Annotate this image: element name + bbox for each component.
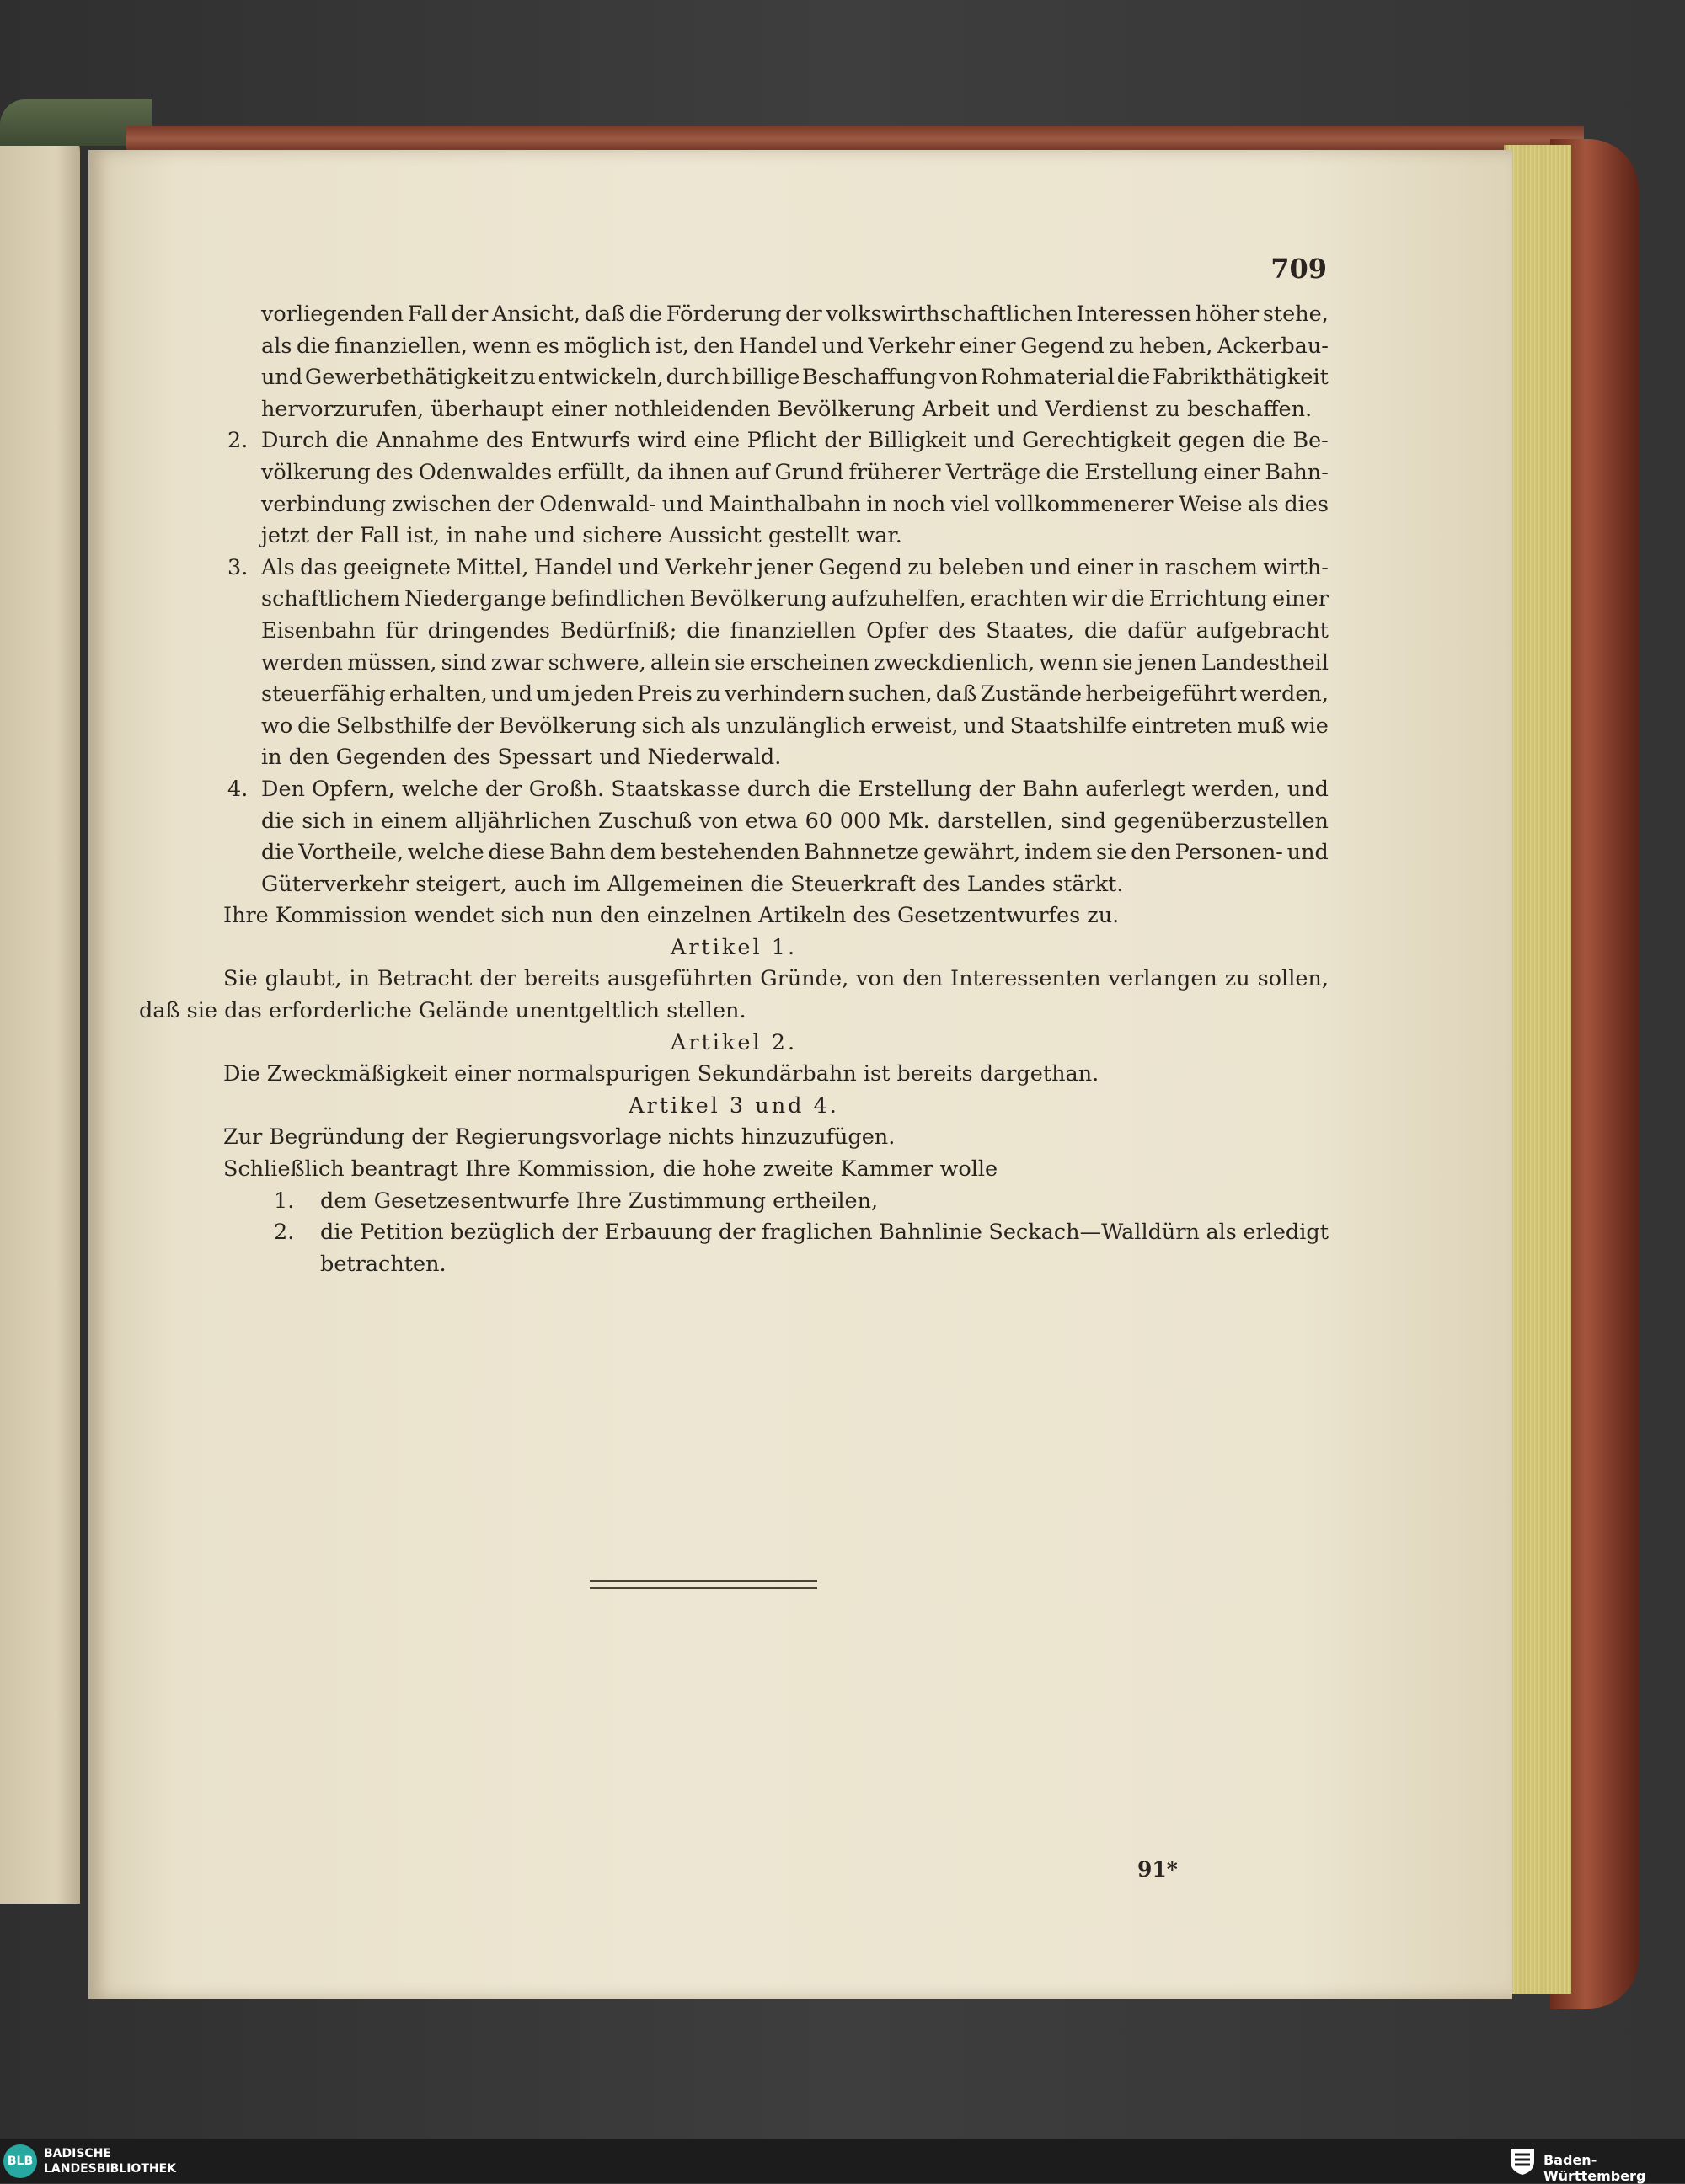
word: als [1206,1220,1237,1246]
word: bezüglich [450,1220,555,1246]
word: von [856,966,896,992]
word: bereits [523,966,601,992]
word: Ackerbau- [1217,333,1329,359]
word: allein [650,649,711,675]
word: vorliegenden [261,302,404,327]
word: dies [1284,491,1329,517]
conclusion-item [139,1217,1329,1280]
word: einer [1203,459,1260,485]
word: Rohmaterial [980,365,1115,391]
word: zu [1109,333,1135,359]
word: werden, [1239,681,1329,708]
word: Odenwald- [539,491,657,517]
word: schwere, [548,649,646,675]
word: die [320,1220,354,1246]
word: als [1248,491,1279,517]
word: Staates, [986,617,1074,643]
text-line [261,837,1329,869]
word: beleben [938,554,1025,580]
word: jeden [574,681,634,708]
left-page-edge [0,126,80,1904]
list-number: 2. [227,428,249,454]
word: Be- [1292,428,1329,454]
word: die [629,302,663,327]
word: Ansicht, [491,302,580,327]
text-line [261,616,1329,648]
text-line [261,425,1329,457]
list-number: 4. [227,776,249,802]
word: stehe, [1262,302,1329,327]
word: gegen [1178,428,1245,454]
text-line [261,774,1329,806]
word: Preis [637,681,693,708]
word: Gerechtigkeit [1022,428,1172,454]
conclusion-intro: Schließlich beantragt Ihre Kommission, die hohe zweite Kammer wolle [223,1156,998,1183]
word: durch [746,776,811,802]
word: Opfern, [312,776,395,802]
main-text [139,299,1329,1280]
word: noch [892,491,946,517]
text-line [261,489,1329,521]
word: heben, [1138,333,1213,359]
word: erachten [970,586,1067,612]
word: die [1046,459,1079,485]
word: ihnen [668,459,730,485]
baden-wuerttemberg-crest-icon[interactable] [1508,2146,1537,2176]
word: dringendes [427,617,550,643]
word: von [698,808,739,834]
word: raschem [1164,554,1258,580]
word: die [297,713,331,739]
word: wir [1071,586,1107,612]
text-line: jetzt der Fall ist, in nahe und sichere Aussicht gestellt war. [261,523,902,549]
book-cover-top [126,126,1584,152]
word: ist, [655,333,689,359]
word: aufzuhelfen, [832,586,966,612]
blb-name-line2: LANDESBIBLIOTHEK [44,2162,177,2176]
word: schaftlichem [261,586,400,612]
word: das [300,554,338,580]
text-line [261,362,1329,394]
word: Fall [407,302,448,327]
word: daß [935,681,977,708]
word: Weise [1179,491,1243,517]
word: finanziellen [730,617,857,643]
word: sind [441,649,487,675]
word: sie [714,649,746,675]
word: Gegend [818,554,902,580]
word: Fabrikthätigkeit [1153,365,1329,391]
word: glaubt, [265,966,342,992]
word: der [451,302,489,327]
conclusion-number: 1. [274,1188,295,1214]
word: Selbsthilfe [335,713,452,739]
word: die [261,840,295,866]
conclusion-number: 2. [274,1220,295,1246]
word: zu [1224,966,1250,992]
word: um [536,681,570,708]
word: eintreten [1131,713,1233,739]
word: und [821,333,864,359]
blb-name[interactable] [44,2146,176,2176]
word: Handel [738,333,818,359]
word: der [978,776,1016,802]
word: entwickeln, [538,365,664,391]
word: die [335,428,369,454]
word: und [261,365,303,391]
word: der [457,713,494,739]
word: Bahnnetze [804,840,920,866]
word: die [297,333,330,359]
article-1-heading: Artikel 1. [670,934,798,960]
article-3-4-heading: Artikel 3 und 4. [629,1092,839,1119]
word: wenn [472,333,532,359]
word: früherer [848,459,941,485]
word: Eisenbahn [261,617,376,643]
article-2-heading: Artikel 2. [670,1029,798,1055]
word: 60 [805,808,833,834]
word: welche [407,840,484,866]
word: der [824,428,861,454]
list-item [139,774,1329,900]
word: herbeigeführt [1085,681,1237,708]
word: wo [261,713,293,739]
word: suchen, [848,681,933,708]
word: müssen, [347,649,437,675]
word: fraglichen [761,1220,873,1246]
word: vollkommenerer [995,491,1174,517]
word: möglich [564,333,651,359]
word: sie [1102,649,1133,675]
word: der [497,491,534,517]
conclusion-item [139,1186,1329,1218]
text-line [261,711,1329,743]
word: volkswirthschaftlichen [826,302,1073,327]
word: Billigkeit [868,428,967,454]
page-edges [1504,145,1571,1994]
word: Pflicht [746,428,817,454]
word: einer [1077,554,1134,580]
word: Bahn- [1265,459,1329,485]
section-divider [590,1580,817,1589]
word: Gegend [1020,333,1105,359]
text-line [261,584,1329,616]
text-line [261,553,1329,585]
word: die [817,776,852,802]
word: dem [609,840,657,866]
word: gewährt, [923,840,1021,866]
text-line: betrachten. [320,1251,447,1277]
word: wenn [1039,649,1099,675]
word: einem [380,808,447,834]
word: finanziellen, [334,333,468,359]
word: in [1138,554,1160,580]
word: Staatshilfe [1009,713,1127,739]
word: steuerfähig [261,681,386,708]
word: Grund [774,459,844,485]
word: und [1030,554,1072,580]
baden-wuerttemberg-name[interactable]: Baden-Württemberg [1543,2152,1646,2184]
word: Durch [261,428,329,454]
word: diese [488,840,546,866]
printer-signature: 91* [1137,1857,1178,1882]
word: Als [261,554,295,580]
word: erhalten, [388,681,488,708]
text-line [261,457,1329,489]
word: den [1131,840,1171,866]
text-line [139,964,1329,996]
word: verlangen [1108,966,1217,992]
word: billige [731,365,800,391]
word: Großh. [528,776,605,802]
word: Landestheil [1201,649,1329,675]
word: und [661,491,703,517]
word: Zustände [980,681,1083,708]
word: eine [693,428,741,454]
word: sich [641,713,686,739]
article-3-4-text: Zur Begründung der Regierungsvorlage nichts hinzuzufügen. [223,1124,896,1151]
word: zu [695,681,721,708]
word: Annahme [376,428,479,454]
commission-intro: Ihre Kommission wendet sich nun den einzelnen Artikeln des Gesetzentwurfes zu. [223,903,1120,929]
word: auferlegt [1085,776,1185,802]
word: den [902,966,944,992]
word: Mainthalbahn [709,491,861,517]
word: die [687,617,720,643]
word: und [490,681,533,708]
word: erscheinen [749,649,869,675]
word: daß [584,302,626,327]
word: Petition [360,1220,444,1246]
word: die [1110,586,1145,612]
word: Bahn [1022,776,1079,802]
word: Handel [533,554,613,580]
word: Den [261,776,305,802]
word: und [1286,840,1329,866]
word: der [718,1220,756,1246]
word: Erstellung [858,776,972,802]
word: völkerung [261,459,371,485]
word: muß [1237,713,1286,739]
word: da [636,459,664,485]
word: zweckdienlich, [874,649,1035,675]
word: Verkehr [868,333,955,359]
text-line [261,648,1329,680]
list-number: 3. [227,554,249,580]
blb-name-line1: BADISCHE [44,2147,111,2160]
word: Mittel, [456,554,529,580]
word: verbindung [261,491,387,517]
word: viel [950,491,990,517]
word: und [1286,776,1329,802]
text-line: in den Gegenden des Spessart und Niederwald. [261,745,782,771]
word: wirth- [1263,554,1329,580]
word: Bahn [548,840,606,866]
word: und [618,554,660,580]
text-line [261,299,1329,331]
word: Verträge [945,459,1041,485]
word: Staatskasse [611,776,741,802]
word: Bevölkerung [689,586,827,612]
word: die [1252,428,1286,454]
word: es [535,333,560,359]
word: Mk. [888,808,930,834]
word: der [561,1220,598,1246]
word: jenen [1137,649,1197,675]
list-item [139,553,1329,774]
article-2-text: Die Zweckmäßigkeit einer normalspurigen Sekundärbahn ist bereits dargethan. [223,1061,1099,1087]
word: in [349,966,370,992]
blb-logo-icon[interactable]: BLB [3,2144,37,2178]
word: Förderung [666,302,782,327]
word: des [376,459,414,485]
word: wird [637,428,687,454]
word: aufgebracht [1196,617,1329,643]
list-item [139,425,1329,552]
word: zu [907,554,933,580]
word: Interessen [1076,302,1192,327]
word: Erbauung [604,1220,713,1246]
word: sollen, [1257,966,1329,992]
word: den [693,333,735,359]
word: als [690,713,721,739]
opening-paragraph [139,299,1329,425]
word: indem [1024,840,1093,866]
word: zu [511,365,536,391]
word: gegenüberzustellen [1113,808,1329,834]
word: 000 [839,808,881,834]
word: auf [735,459,770,485]
word: des [938,617,976,643]
word: und [963,713,1005,739]
footer-bar [0,2139,1685,2183]
word: unzulänglich [725,713,866,739]
word: Betracht [377,966,473,992]
word: Sie [223,966,258,992]
word: jener [757,554,813,580]
word: die [1116,365,1151,391]
word: Gründe, [760,966,849,992]
word: Entwurfs [530,428,631,454]
word: Seckach—Walldürn [988,1220,1200,1246]
word: Errichtung [1148,586,1268,612]
word: Beschaffung [801,365,938,391]
text-line [261,806,1329,838]
word: Bedürfniß; [559,617,677,643]
word: Bevölkerung [498,713,637,739]
word: als [261,333,292,359]
word: Vortheile, [298,840,404,866]
word: sich [302,808,346,834]
word: werden [261,649,343,675]
page-number: 709 [1270,253,1327,285]
word: höher [1195,302,1260,327]
word: Interessenten [950,966,1101,992]
text-line [261,331,1329,363]
word: der [479,966,516,992]
text-line: hervorzurufen, überhaupt einer nothleidenden Bevölkerung Arbeit und Verdienst zu beschaffen. [261,396,1313,422]
word: befindlichen [550,586,686,612]
word: in [352,808,374,834]
word: werden, [1191,776,1281,802]
word: sie [1096,840,1127,866]
word: erweist, [870,713,959,739]
text-line [261,679,1329,711]
word: bestehenden [660,840,800,866]
word: erfüllt, [557,459,632,485]
word: und [973,428,1015,454]
word: etwa [745,808,799,834]
text-line: dem Gesetzesentwurfe Ihre Zustimmung ertheilen, [320,1188,879,1214]
word: Erstellung [1084,459,1198,485]
word: zwar [490,649,544,675]
word: Personen- [1174,840,1283,866]
word: die [1083,617,1118,643]
word: von [939,365,978,391]
word: Zuschuß [597,808,693,834]
word: darstellen, [937,808,1054,834]
word: geeignete [343,554,451,580]
word: Gewerbethätigkeit [304,365,509,391]
text-line [320,1217,1329,1249]
word: einer [1271,586,1329,612]
word: verhindern [724,681,845,708]
word: dafür [1127,617,1186,643]
word: Verkehr [665,554,752,580]
text-line: daß sie das erforderliche Gelände unentgeltlich stellen. [139,998,746,1024]
word: ausgeführten [607,966,753,992]
word: wie [1290,713,1329,739]
word: alljährlichen [454,808,591,834]
word: welche [401,776,479,802]
word: Odenwaldes [418,459,553,485]
word: des [485,428,524,454]
word: sind [1060,808,1106,834]
word: Bahnlinie [879,1220,982,1246]
text-line: Güterverkehr steigert, auch im Allgemeinen die Steuerkraft des Landes stärkt. [261,871,1124,897]
word: einer [959,333,1016,359]
word: für [385,617,418,643]
word: in [866,491,888,517]
word: zwischen [391,491,492,517]
word: die [261,808,295,834]
word: erledigt [1243,1220,1329,1246]
word: Opfer [866,617,929,643]
word: der [785,302,822,327]
word: durch [666,365,730,391]
word: Niedergange [404,586,547,612]
word: der [484,776,522,802]
